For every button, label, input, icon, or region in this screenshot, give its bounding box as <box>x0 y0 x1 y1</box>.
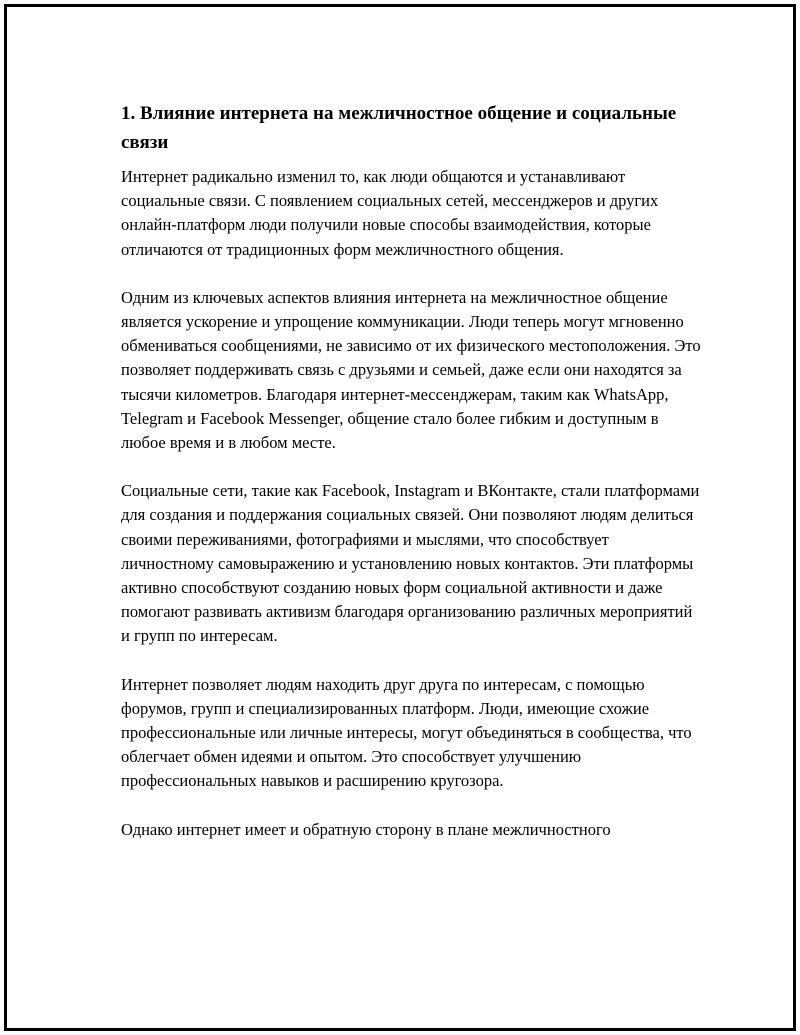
paragraph-4: Интернет позволяет людям находить друг друга по интересам, с помощью форумов, групп и специализированных платформ. Люди, имеющие схожие профессиональные или личные интересы, могут объединяться в сообщества, что облегчает обмен идеями и опытом. Это способствует улучшению профессиональных навыков и расширению кругозора. <box>121 674 692 791</box>
section-heading: 1. Влияние интернета на межличностное общение и социальные связи <box>121 103 677 153</box>
page-frame <box>4 4 796 1031</box>
paragraph-5: Однако интернет имеет и обратную сторону в плане межличностного <box>121 819 611 839</box>
paragraph-3: Социальные сети, такие как Facebook, Instagram и ВКонтакте, стали платформами для создания и поддержания социальных связей. Они позволяют людям делиться своими переживаниями, фотографиями и мыслями, что способствует личностному самовыражению и установлению новых контактов. Эти платформы активно способствуют созданию новых форм социальной активности и даже помогают развивать активизм благодаря организованию различных мероприятий и групп по интересам. <box>121 481 700 646</box>
document-body <box>121 99 701 866</box>
paragraph-2: Одним из ключевых аспектов влияния интернета на межличностное общение является ускорение и упрощение коммуникации. Люди теперь могут мгновенно обмениваться сообщениями, не зависимо от их физического местоположения. Это позволяет поддерживать связь с друзьями и семьей, даже если они находятся за тысячи километров. Благодаря интернет-мессенджерам, таким как WhatsApp, Telegram и Facebook Messenger, общение стало более гибким и доступным в любое время и в любом месте. <box>121 287 701 453</box>
paragraph-1: Интернет радикально изменил то, как люди общаются и устанавливают социальные связи. С появлением социальных сетей, мессенджеров и других онлайн-платформ люди получили новые способы взаимодействия, которые отличаются от традиционных форм межличностного общения. <box>121 167 659 259</box>
